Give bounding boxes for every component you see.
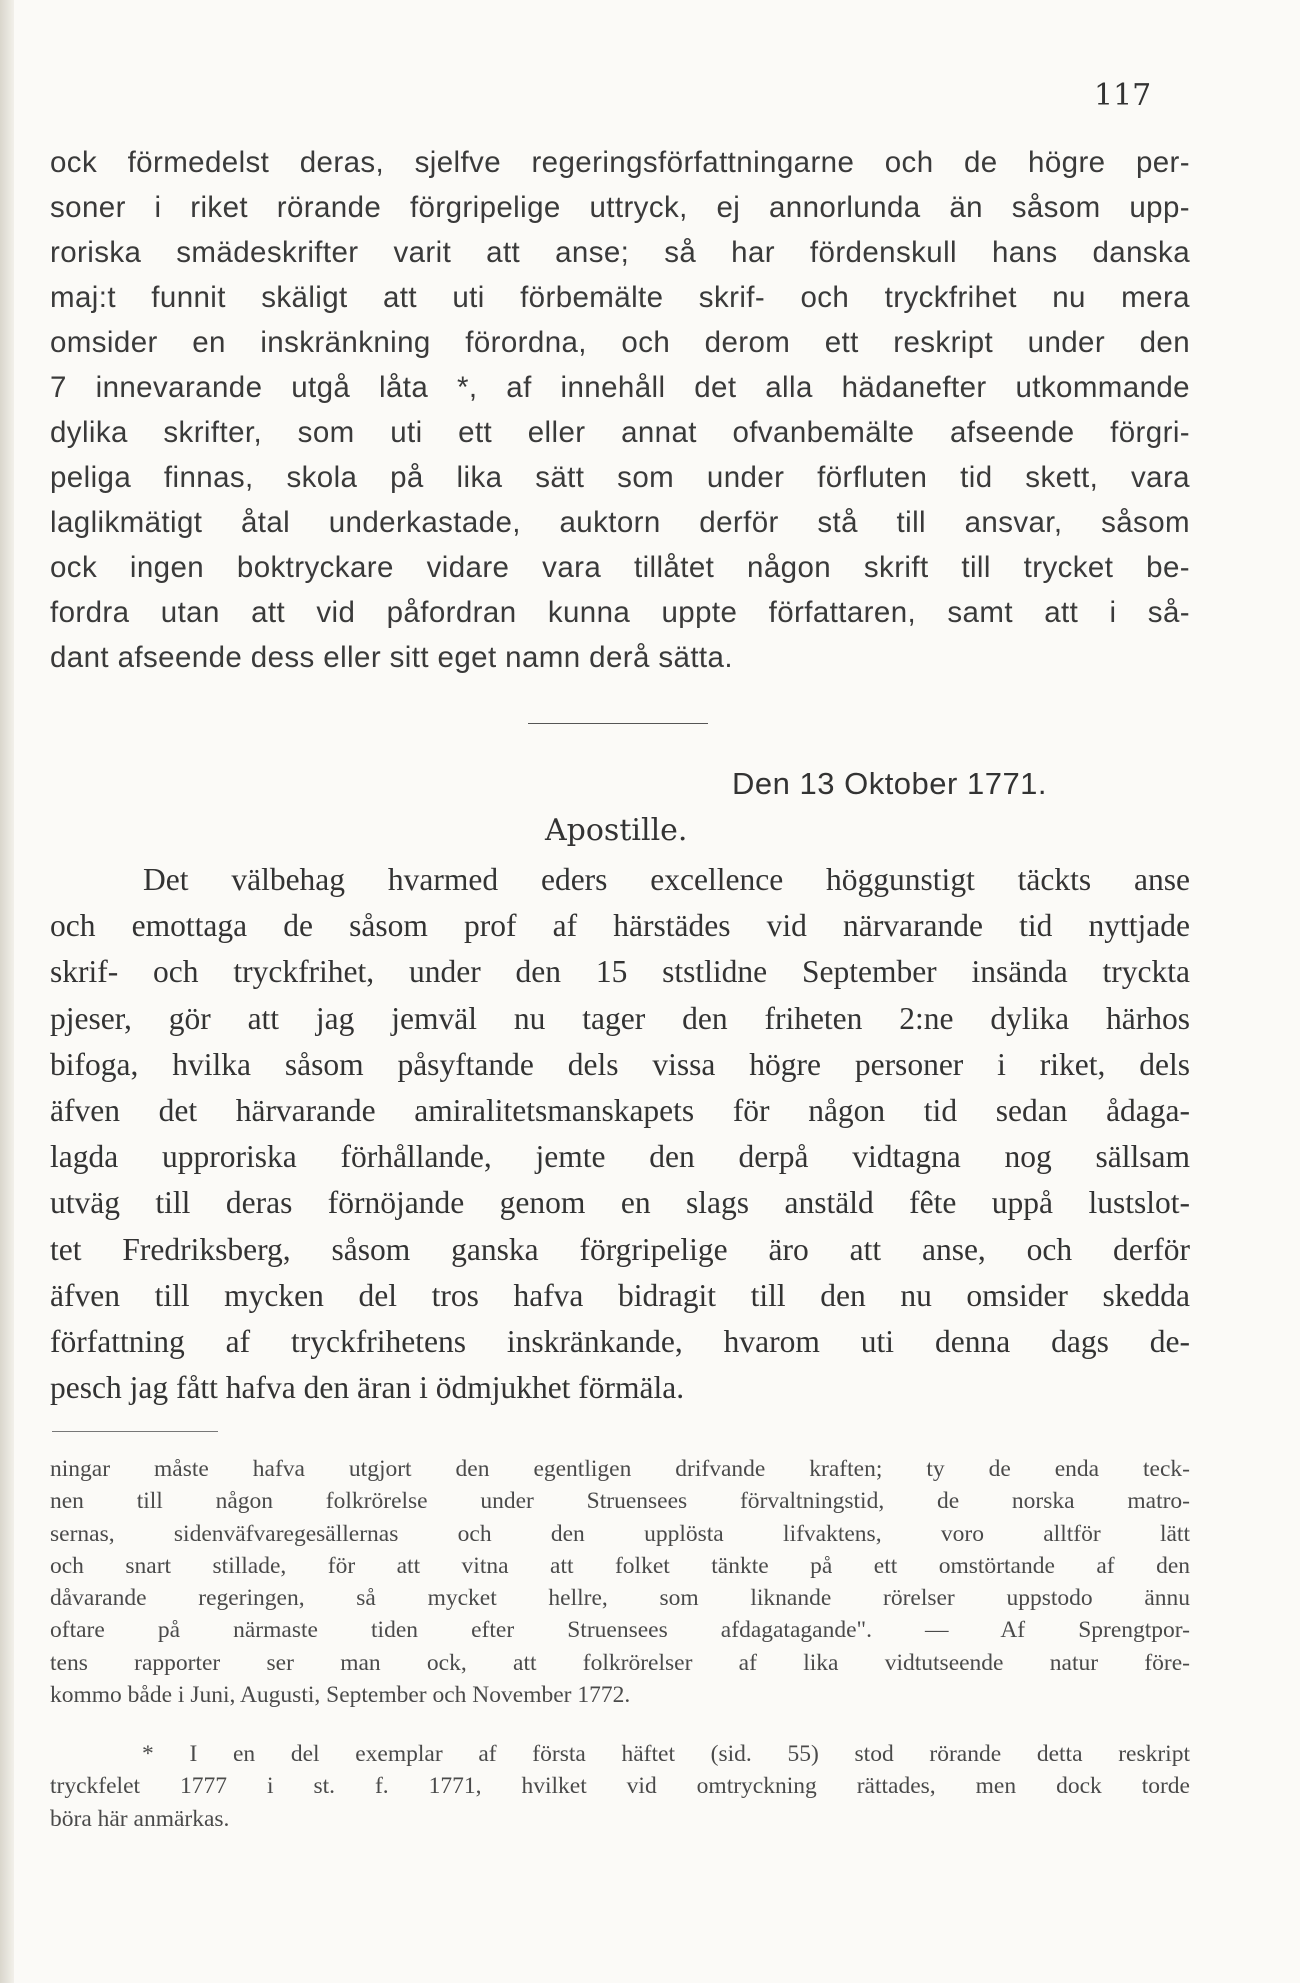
text-line: peliga finnas, skola på lika sätt som under förfluten tid skett, vara bbox=[50, 461, 1190, 494]
footnote-line: böra här anmärkas. bbox=[50, 1805, 230, 1832]
text-line: och emottaga de såsom prof af härstädes vid närvarande tid nyttjade bbox=[50, 908, 1190, 944]
text-line: utväg till deras förnöjande genom en slags anstäld fête uppå lustslot- bbox=[50, 1185, 1190, 1221]
footnote-line: oftare på närmaste tiden efter Struensees afdagatagande". — Af Sprengtpor- bbox=[50, 1617, 1190, 1644]
text-line: fordra utan att vid påfordran kunna uppte författaren, samt att i så- bbox=[50, 596, 1190, 629]
page-number: 117 bbox=[1094, 78, 1152, 113]
text-line: Det välbehag hvarmed eders excellence höggunstigt täckts anse bbox=[143, 862, 1190, 897]
footnote-continued bbox=[50, 1453, 1190, 1711]
footnote-line: tens rapporter ser man ock, att folkrörelser af lika vidtutseende natur före- bbox=[50, 1649, 1190, 1676]
page-edge-shadow bbox=[0, 0, 14, 1983]
text-line: maj:t funnit skäligt att uti förbemälte skrif- och tryckfrihet nu mera bbox=[50, 281, 1190, 314]
footnote-line: dåvarande regeringen, så mycket hellre, som liknande rörelser uppstodo ännu bbox=[50, 1585, 1190, 1612]
text-line: roriska smädeskrifter varit att anse; så har fördenskull hans danska bbox=[50, 236, 1190, 269]
footnote-line: sernas, sidenväfvaregesällernas och den upplösta lifvaktens, voro alltför lätt bbox=[50, 1520, 1190, 1547]
text-line: pesch jag fått hafva den äran i ödmjukhet förmäla. bbox=[50, 1370, 685, 1406]
text-line: soner i riket rörande förgripelige uttryck, ej annorlunda än såsom upp- bbox=[50, 191, 1190, 224]
text-line: dylika skrifter, som uti ett eller annat ofvanbemälte afseende förgri- bbox=[50, 416, 1190, 449]
text-line: tet Fredriksberg, såsom ganska förgripelige äro att anse, och derför bbox=[50, 1231, 1190, 1267]
text-line: pjeser, gör att jag jemväl nu tager den friheten 2:ne dylika härhos bbox=[50, 1000, 1190, 1036]
text-line: dant afseende dess eller sitt eget namn derå sätta. bbox=[50, 641, 733, 674]
footnote-line: * I en del exemplar af första häftet (sid. 55) stod rörande detta reskript bbox=[142, 1741, 1190, 1767]
dateline: Den 13 Oktober 1771. bbox=[732, 766, 1048, 801]
section-divider bbox=[528, 723, 708, 724]
text-line: ock ingen boktryckare vidare vara tillåtet någon skrift till trycket be- bbox=[50, 551, 1190, 584]
footnote-line: tryckfelet 1777 i st. f. 1771, hvilket vid omtryckning rättades, men dock torde bbox=[50, 1773, 1190, 1800]
footnote-divider bbox=[52, 1431, 218, 1432]
text-line: laglikmätigt åtal underkastade, auktorn derför stå till ansvar, såsom bbox=[50, 506, 1190, 539]
text-line: lagda upproriska förhållande, jemte den derpå vidtagna nog sällsam bbox=[50, 1139, 1190, 1175]
text-line: äfven till mycken del tros hafva bidragit till den nu omsider skedda bbox=[50, 1277, 1190, 1313]
paragraph-apostille-text bbox=[50, 857, 1190, 1411]
text-line: skrif- och tryckfrihet, under den 15 ststlidne September insända tryckta bbox=[50, 954, 1190, 990]
text-line: äfven det härvarande amiralitetsmanskapets för någon tid sedan ådaga- bbox=[50, 1093, 1190, 1129]
footnote-line: nen till någon folkrörelse under Struensees förvaltningstid, de norska matro- bbox=[50, 1488, 1190, 1515]
text-line: 7 innevarande utgå låta *, af innehåll det alla hädanefter utkommande bbox=[50, 371, 1190, 404]
footnote-line: kommo både i Juni, Augusti, September och November 1772. bbox=[50, 1682, 631, 1709]
paragraph-letter-text bbox=[50, 140, 1190, 680]
footnote-line: ningar måste hafva utgjort den egentligen drifvande kraften; ty de enda teck- bbox=[50, 1456, 1190, 1482]
text-line: författning af tryckfrihetens inskränkande, hvarom uti denna dags de- bbox=[50, 1324, 1190, 1360]
footnote-line: och snart stillade, för att vitna att folket tänkte på ett omstörtande af den bbox=[50, 1552, 1190, 1579]
text-line: ock förmedelst deras, sjelfve regeringsförfattningarne och de högre per- bbox=[50, 146, 1190, 179]
section-heading: Apostille. bbox=[545, 813, 688, 848]
text-line: bifoga, hvilka såsom påsyftande dels vissa högre personer i riket, dels bbox=[50, 1046, 1190, 1082]
footnote-asterisk bbox=[50, 1738, 1190, 1835]
text-line: omsider en inskränkning förordna, och derom ett reskript under den bbox=[50, 326, 1190, 359]
